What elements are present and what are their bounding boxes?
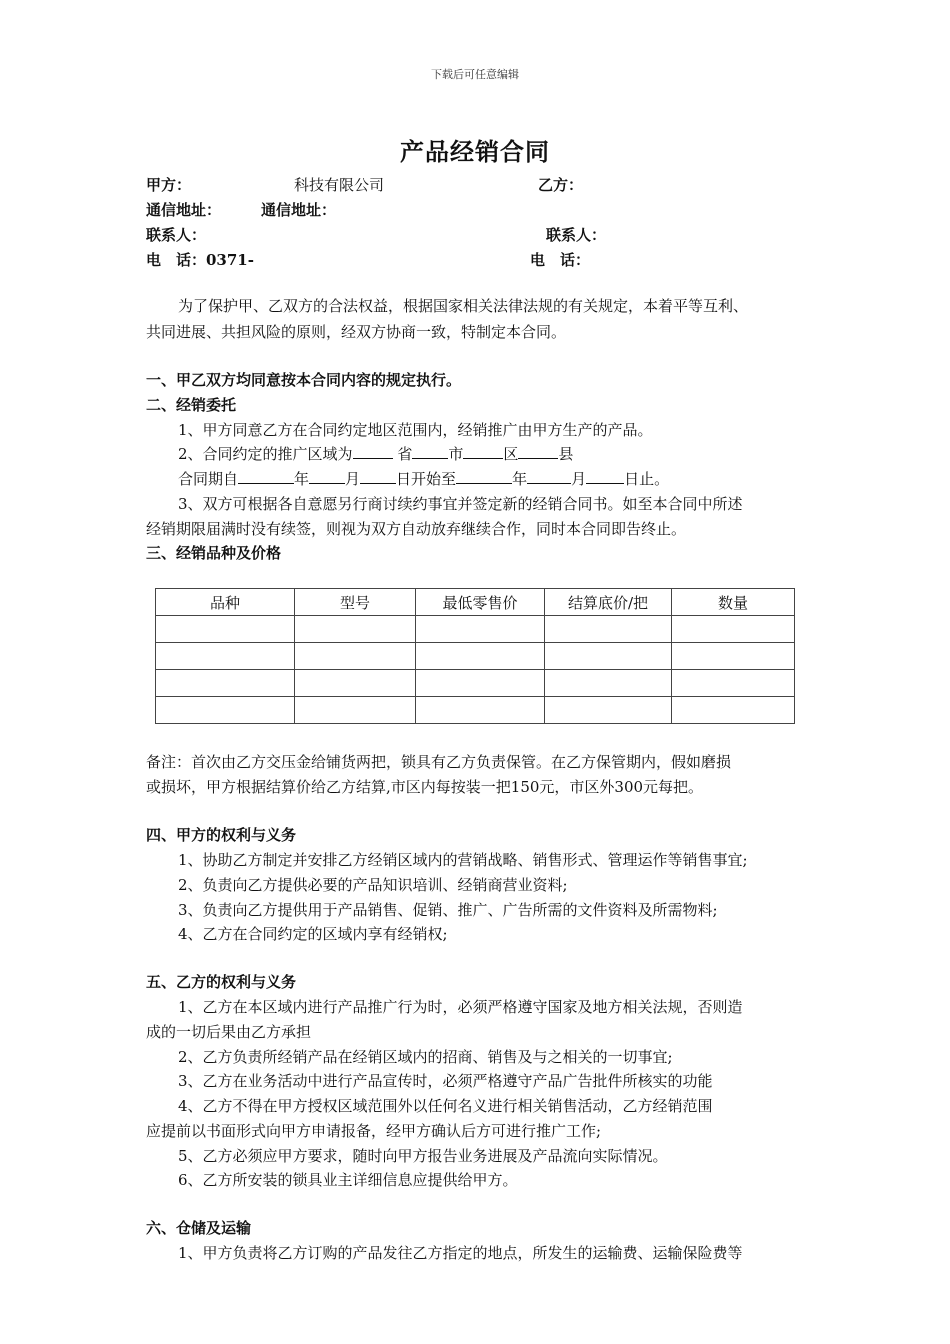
city-label: 市 xyxy=(448,445,464,463)
table-cell xyxy=(295,643,416,670)
col-header-variety: 品种 xyxy=(156,589,295,616)
table-cell xyxy=(545,616,672,643)
start-year-blank xyxy=(238,469,294,484)
table-cell xyxy=(672,643,795,670)
end-month-blank xyxy=(527,469,571,484)
county-label: 县 xyxy=(558,445,574,463)
period-prefix: 合同期自 xyxy=(178,470,239,488)
page-title: 产品经销合同 xyxy=(400,137,550,166)
table-cell xyxy=(545,670,672,697)
table-cell xyxy=(416,643,545,670)
remark-line-2: 或损坏，甲方根据结算价给乙方结算,市区内每按装一把150元，市区外300元每把。 xyxy=(146,778,704,796)
start-year-label: 年 xyxy=(294,470,310,488)
district-label: 区 xyxy=(503,445,519,463)
start-month-blank xyxy=(309,469,345,484)
section-5-item-3: 3、乙方在业务活动中进行产品宣传时，必须严格遵守产品广告批件所核实的功能 xyxy=(178,1072,713,1090)
section-5-item-5: 5、乙方必须应甲方要求，随时向甲方报告业务进展及产品流向实际情况。 xyxy=(178,1147,668,1165)
phone-a-label: 电 话：0371- xyxy=(146,251,254,269)
intro-line-2: 共同进展、共担风险的原则，经双方协商一致，特制定本合同。 xyxy=(146,323,567,341)
section-4-item-3: 3、负责向乙方提供用于产品销售、促销、推广、广告所需的文件资料及所需物料; xyxy=(178,901,718,919)
table-cell xyxy=(416,670,545,697)
section-2-item-1: 1、甲方同意乙方在合同约定地区范围内，经销推广由甲方生产的产品。 xyxy=(178,421,653,439)
county-blank xyxy=(518,444,558,459)
table-cell xyxy=(295,670,416,697)
section-5-item-6: 6、乙方所安装的锁具业主详细信息应提供给甲方。 xyxy=(178,1171,518,1189)
section-2-item-2 xyxy=(178,444,573,464)
end-year-blank xyxy=(456,469,512,484)
table-cell xyxy=(545,643,672,670)
section-6-title: 六、仓储及运输 xyxy=(146,1219,252,1237)
table-cell xyxy=(295,616,416,643)
address-a-label: 通信地址： xyxy=(146,201,222,219)
remark-line-1: 备注：首次由乙方交压金给铺货两把，锁具有乙方负责保管。在乙方保管期内，假如磨损 xyxy=(146,753,732,771)
district-blank xyxy=(463,444,503,459)
party-a-name: 科技有限公司 xyxy=(294,176,385,194)
section-4-item-2: 2、负责向乙方提供必要的产品知识培训、经销商营业资料; xyxy=(178,876,568,894)
party-b-label: 乙方： xyxy=(538,176,584,194)
start-label: 日开始至 xyxy=(396,470,457,488)
section-5-title: 五、乙方的权利与义务 xyxy=(146,973,297,991)
table-cell xyxy=(156,670,295,697)
product-price-table xyxy=(155,588,795,724)
table-header-row xyxy=(156,589,795,616)
end-day-blank xyxy=(586,469,624,484)
table-cell xyxy=(156,697,295,724)
section-4-item-1: 1、协助乙方制定并安排乙方经销区域内的营销战略、销售形式、管理运作等销售事宜; xyxy=(178,851,748,869)
table-cell xyxy=(416,616,545,643)
section-6-item-1: 1、甲方负责将乙方订购的产品发往乙方指定的地点，所发生的运输费、运输保险费等 xyxy=(178,1244,743,1262)
section-2-item-3-line-2: 经销期限届满时没有续签，则视为双方自动放弃继续合作，同时本合同即告终止。 xyxy=(146,520,687,538)
table-row xyxy=(156,670,795,697)
table-cell xyxy=(672,616,795,643)
start-month-label: 月 xyxy=(345,470,361,488)
table-cell xyxy=(672,670,795,697)
section-2-title: 二、经销委托 xyxy=(146,396,237,414)
start-day-blank xyxy=(360,469,396,484)
province-blank xyxy=(353,444,393,459)
table-cell xyxy=(545,697,672,724)
table-cell xyxy=(156,616,295,643)
contact-b-label: 联系人： xyxy=(546,226,607,244)
section-5-item-2: 2、乙方负责所经销产品在经销区域内的招商、销售及与之相关的一切事宜; xyxy=(178,1048,673,1066)
table-cell xyxy=(295,697,416,724)
section-5-item-1-line-1: 1、乙方在本区域内进行产品推广行为时，必须严格遵守国家及地方相关法规，否则造 xyxy=(178,998,743,1016)
table-row xyxy=(156,643,795,670)
city-blank xyxy=(412,444,448,459)
end-month-label: 月 xyxy=(571,470,587,488)
table-cell xyxy=(672,697,795,724)
address-b-label: 通信地址： xyxy=(261,201,337,219)
section-5-item-4-line-2: 应提前以书面形式向甲方申请报备，经甲方确认后方可进行推广工作; xyxy=(146,1122,602,1140)
region-prefix: 2、合同约定的推广区域为 xyxy=(178,445,353,463)
end-year-label: 年 xyxy=(512,470,528,488)
section-5-item-4-line-1: 4、乙方不得在甲方授权区域范围外以任何名义进行相关销售活动，乙方经销范围 xyxy=(178,1097,713,1115)
contact-a-label: 联系人： xyxy=(146,226,207,244)
col-header-min-retail: 最低零售价 xyxy=(416,589,545,616)
section-2-item-3-line-1: 3、双方可根据各自意愿另行商讨续约事宜并签定新的经销合同书。如至本合同中所述 xyxy=(178,495,743,513)
section-4-item-4: 4、乙方在合同约定的区域内享有经销权; xyxy=(178,925,448,943)
header-note: 下载后可任意编辑 xyxy=(431,68,519,81)
section-1-title: 一、甲乙双方均同意按本合同内容的规定执行。 xyxy=(146,371,462,389)
table-cell xyxy=(416,697,545,724)
section-5-item-1-line-2: 成的一切后果由乙方承担 xyxy=(146,1023,312,1041)
section-4-title: 四、甲方的权利与义务 xyxy=(146,826,297,844)
party-a-label: 甲方： xyxy=(146,176,192,194)
section-3-title: 三、经销品种及价格 xyxy=(146,544,282,562)
col-header-quantity: 数量 xyxy=(672,589,795,616)
col-header-settlement-price: 结算底价/把 xyxy=(545,589,672,616)
intro-line-1: 为了保护甲、乙双方的合法权益，根据国家相关法律法规的有关规定，本着平等互利、 xyxy=(178,297,749,315)
contract-period xyxy=(178,469,669,489)
col-header-model: 型号 xyxy=(295,589,416,616)
phone-b-label: 电 话： xyxy=(530,251,591,269)
end-label: 日止。 xyxy=(624,470,670,488)
table-row xyxy=(156,616,795,643)
province-label: 省 xyxy=(397,445,413,463)
table-row xyxy=(156,697,795,724)
table-cell xyxy=(156,643,295,670)
